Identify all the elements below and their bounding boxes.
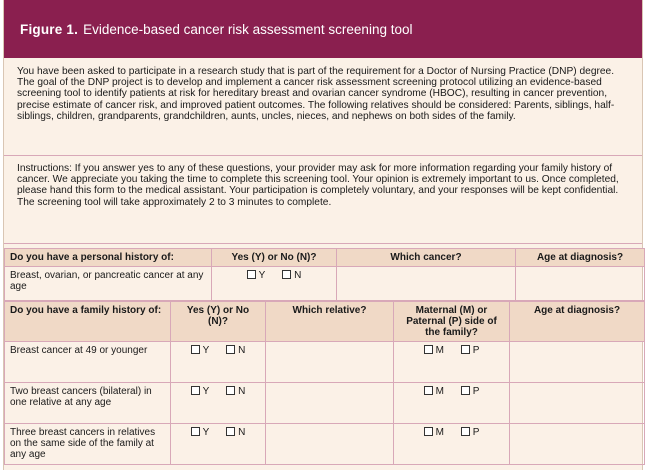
- yes-checkbox[interactable]: Y: [247, 270, 266, 281]
- paternal-checkbox[interactable]: P: [461, 345, 480, 356]
- side-cell: [394, 383, 510, 424]
- yes-checkbox[interactable]: Y: [191, 427, 210, 438]
- checkbox-icon: [424, 345, 433, 354]
- maternal-checkbox[interactable]: M: [424, 427, 444, 438]
- instructions-text: Instructions: If you answer yes to any of these questions, your provider may ask for more information regarding your family history of cancer. We appreciate you taking the time to complete this screening tool. Your opinion is extremely important to us. Once completed, please hand this form to the medical assistant. Your participation is completely voluntary, and your responses will be kept confidential. The screening tool will take approximately 2 to 3 minutes to complete.: [4, 156, 642, 244]
- yes-no-cell: [171, 342, 266, 383]
- checkbox-icon: [282, 270, 291, 279]
- age-at-diagnosis-field[interactable]: [510, 383, 645, 424]
- figure-header: [4, 0, 642, 58]
- personal-header-yesno: Yes (Y) or No (N)?: [212, 249, 337, 267]
- maternal-checkbox[interactable]: M: [424, 386, 444, 397]
- family-question: Breast cancer at 49 or younger: [5, 342, 171, 383]
- table-row: [5, 267, 645, 301]
- figure-label: Figure 1.: [20, 21, 79, 37]
- no-checkbox[interactable]: N: [226, 345, 245, 356]
- which-relative-field[interactable]: [266, 424, 394, 465]
- which-cancer-field[interactable]: [337, 267, 516, 301]
- personal-header-age: Age at diagnosis?: [516, 249, 645, 267]
- table-row: [5, 424, 645, 465]
- checkbox-icon: [226, 386, 235, 395]
- side-cell: [394, 424, 510, 465]
- family-header-row: [5, 302, 645, 342]
- age-at-diagnosis-field[interactable]: [510, 424, 645, 465]
- checkbox-icon: [461, 386, 470, 395]
- maternal-checkbox[interactable]: M: [424, 345, 444, 356]
- family-question: Two breast cancers (bilateral) in one relative at any age: [5, 383, 171, 424]
- checkbox-icon: [247, 270, 256, 279]
- checkbox-icon: [191, 345, 200, 354]
- paternal-checkbox[interactable]: P: [461, 386, 480, 397]
- no-checkbox[interactable]: N: [226, 386, 245, 397]
- yes-no-cell: [171, 383, 266, 424]
- family-history-table: [4, 301, 645, 465]
- family-header-relative: Which relative?: [266, 302, 394, 342]
- side-cell: [394, 342, 510, 383]
- checkbox-icon: [191, 386, 200, 395]
- personal-header-row: [5, 249, 645, 267]
- personal-header-question: Do you have a personal history of:: [5, 249, 212, 267]
- checkbox-icon: [226, 427, 235, 436]
- yes-no-cell: [171, 424, 266, 465]
- intro-text: You have been asked to participate in a research study that is part of the requirement for a Doctor of Nursing Practice (DNP) degree. The goal of the DNP project is to develop and implement a cancer risk assessment screening protocol utilizing an evidence-based screening tool to identify patients at risk for hereditary breast and ovarian cancer syndrome (HBOC), resulting in cancer prevention, precise estimate of cancer risk, and improved patient outcomes. The following relatives should be considered: Parents, siblings, half-siblings, children, grandparents, grandchildren, aunts, uncles, nieces, and nephews on both sides of the family.: [4, 58, 642, 156]
- yes-checkbox[interactable]: Y: [191, 386, 210, 397]
- yes-no-cell: [212, 267, 337, 301]
- personal-history-table: [4, 248, 645, 301]
- family-question: Three breast cancers in relatives on the same side of the family at any age: [5, 424, 171, 465]
- personal-question: Breast, ovarian, or pancreatic cancer at any age: [5, 267, 212, 301]
- no-checkbox[interactable]: N: [226, 427, 245, 438]
- screening-form: [3, 0, 643, 470]
- which-relative-field[interactable]: [266, 342, 394, 383]
- table-row: [5, 383, 645, 424]
- paternal-checkbox[interactable]: P: [461, 427, 480, 438]
- checkbox-icon: [226, 345, 235, 354]
- family-header-question: Do you have a family history of:: [5, 302, 171, 342]
- family-header-yesno: Yes (Y) or No (N)?: [171, 302, 266, 342]
- table-row: [5, 342, 645, 383]
- checkbox-icon: [461, 427, 470, 436]
- checkbox-icon: [424, 386, 433, 395]
- which-relative-field[interactable]: [266, 383, 394, 424]
- age-at-diagnosis-field[interactable]: [510, 342, 645, 383]
- no-checkbox[interactable]: N: [282, 270, 301, 281]
- family-header-side: Maternal (M) or Paternal (P) side of the family?: [394, 302, 510, 342]
- checkbox-icon: [191, 427, 200, 436]
- age-at-diagnosis-field[interactable]: [516, 267, 645, 301]
- figure-title: Evidence-based cancer risk assessment screening tool: [83, 21, 413, 37]
- family-header-age: Age at diagnosis?: [510, 302, 645, 342]
- yes-checkbox[interactable]: Y: [191, 345, 210, 356]
- checkbox-icon: [461, 345, 470, 354]
- personal-header-cancer: Which cancer?: [337, 249, 516, 267]
- checkbox-icon: [424, 427, 433, 436]
